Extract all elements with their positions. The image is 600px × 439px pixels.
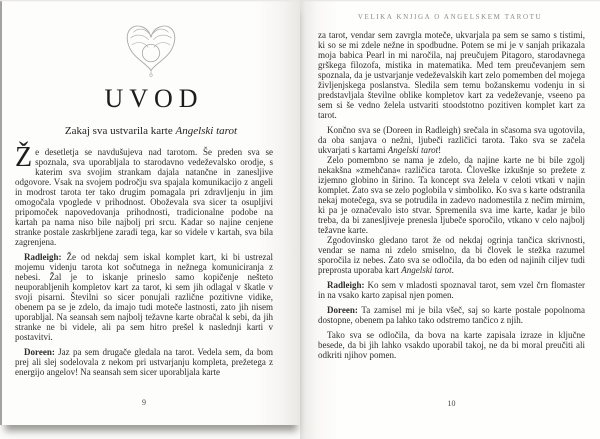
subtitle-italic-text: Angelski tarot xyxy=(175,125,238,137)
right-page xyxy=(300,0,600,439)
right-page-number: 10 xyxy=(447,399,456,408)
chapter-title: UVOD xyxy=(104,84,204,113)
chapter-subtitle xyxy=(2,125,300,137)
paragraph: Radleigh: Ko sem v mladosti spoznaval tarot, sem vzel črn flomaster in na vsako karto zapisal njen pomen. xyxy=(318,280,585,300)
paragraph: Tako sva se odločila, da bova na karte zapisala izraze in ključne besede, da bi jih lahko vsakdo uporabil takoj, ne da bi moral preučiti ali odkriti njihov pomen. xyxy=(318,330,585,360)
paragraph: Doreen: Jaz pa sem drugače gledala na tarot. Vedela sem, da bom prej ali slej sodelovala z nekom pri ustvarjanju kompleta, prežetega z energijo angelov! Na seansah sem sicer uporabljala karte xyxy=(15,347,273,377)
paragraph: za tarot, vendar sem zavrgla moteče, ukvarjala pa sem se samo s tistimi, ki so se mi zdele nežne in spodbudne. Potem se mi je v sanjah prikazala moja babica Pearl in mi naročila, naj preučujem Pitagoro, starodavnega grškega filozofa, mistika in matematika. Med tem preučevanjem sem spoznala, da je ustvarjanje vedeževalskih kart zelo pomemben del mojega življenjskega poslanstva. Sledila sem temu božanskemu vodenju in si predstavljala številne oblike kompletov kart za vedeževanje, vseeno pa sem si še vedno želela ustvariti stoodstotno pozitiven komplet kart za tarot. xyxy=(318,30,585,120)
right-page-body xyxy=(318,30,585,360)
left-page-body xyxy=(15,142,273,377)
paragraph: Zgodovinsko gledano tarot že od nekdaj ogrinja tančica skrivnosti, vendar se nama ni zdelo smiselno, da bi človek le stežka razumel sporočila iz nebes. Zato sva se odločila, da bo eden od najinih ciljev tudi preprosta uporaba kart Angelski tarot. xyxy=(318,235,585,275)
paragraph: Doreen: Ta zamisel mi je bila všeč, saj so karte postale popolnoma dostopne, obenem pa lahko tako odstremo tančico z njih. xyxy=(318,305,585,325)
paragraph: Že desetletja se navdušujeva nad tarotom. Še preden sva se spoznala, sva uporabljala to starodavno vedeževalsko orodje, s katerim sva svojim strankam dajala natančne in zanesljive odgovore. Vsak na svojem področju sva spajala komunikacijo z angeli in modrost tarota ter tako drugim pomagala pri zdravljenju in jim omogočala vpoglede v prihodnost. Oboževala sva sicer ta osupljivi pripomoček napovedovanja prihodnosti, tradicionalne podobe na kartah pa nama niso bile najbolj pri srcu. Kadar so najine cenjene stranke postale zaskrbljene zaradi tega, kar so videle v kartah, sva bila zagrenjena. xyxy=(15,142,273,247)
angel-wings-heart-ornament-icon xyxy=(120,20,182,78)
subtitle-text: Zakaj sva ustvarila karte xyxy=(64,125,176,137)
drop-cap: Ž xyxy=(15,142,33,173)
left-page-number: 9 xyxy=(142,398,146,407)
paragraph: Radleigh: Že od nekdaj sem iskal komplet kart, ki bi ustrezal mojemu videnju tarota kot sočutnega in nežnega komuniciranja z nebesi. Žal je to iskanje prineslo samo kopičenje nešteto neuporabljenih kompletov kart za tarot, ki sem jih odlagal v škatle v svoji pisarni. Številni so sicer ponujali različne pozitivne vidike, obenem pa se je zdelo, da imajo tudi moteče lastnosti, zato jih nisem uporabljal. Na seansah sem najbolj težavne karte obračal k sebi, da jih stranke ne bi videle, ali pa sem hitro prešel k naslednji karti v postavitvi. xyxy=(15,252,273,342)
running-header: VELIKA KNJIGA O ANGELSKEM TAROTU xyxy=(357,13,543,21)
paragraph: Končno sva se (Doreen in Radleigh) srečala in sčasoma sva ugotovila, da oba sanjava o nežni, ljubeči različici tarota. Tako sva se začela ukvarjati s kartami Angelski tarot! xyxy=(318,125,585,155)
left-page xyxy=(2,1,300,425)
paragraph: Zelo pomembno se nama je zdelo, da najine karte ne bi bile zgolj nekakšna »zmehčana« različica tarota. Človeške izkušnje so prežete z izjemno globino in širino. Ta koncept sva želela v celoti vtkati v najin komplet. Zato sva se zelo poglobila v simboliko. Ko sva s karte odstranila nekaj motečega, sva se potrudila in zadevo nadomestila z nečim mirnim, ki pa je označevalo isto stvar. Spremenila sva ime karte, kadar je bilo treba, da bi zanesljiveje prenesla ljubeče sporočilo, vtkano v celo najbolj težavne karte. xyxy=(318,155,585,235)
